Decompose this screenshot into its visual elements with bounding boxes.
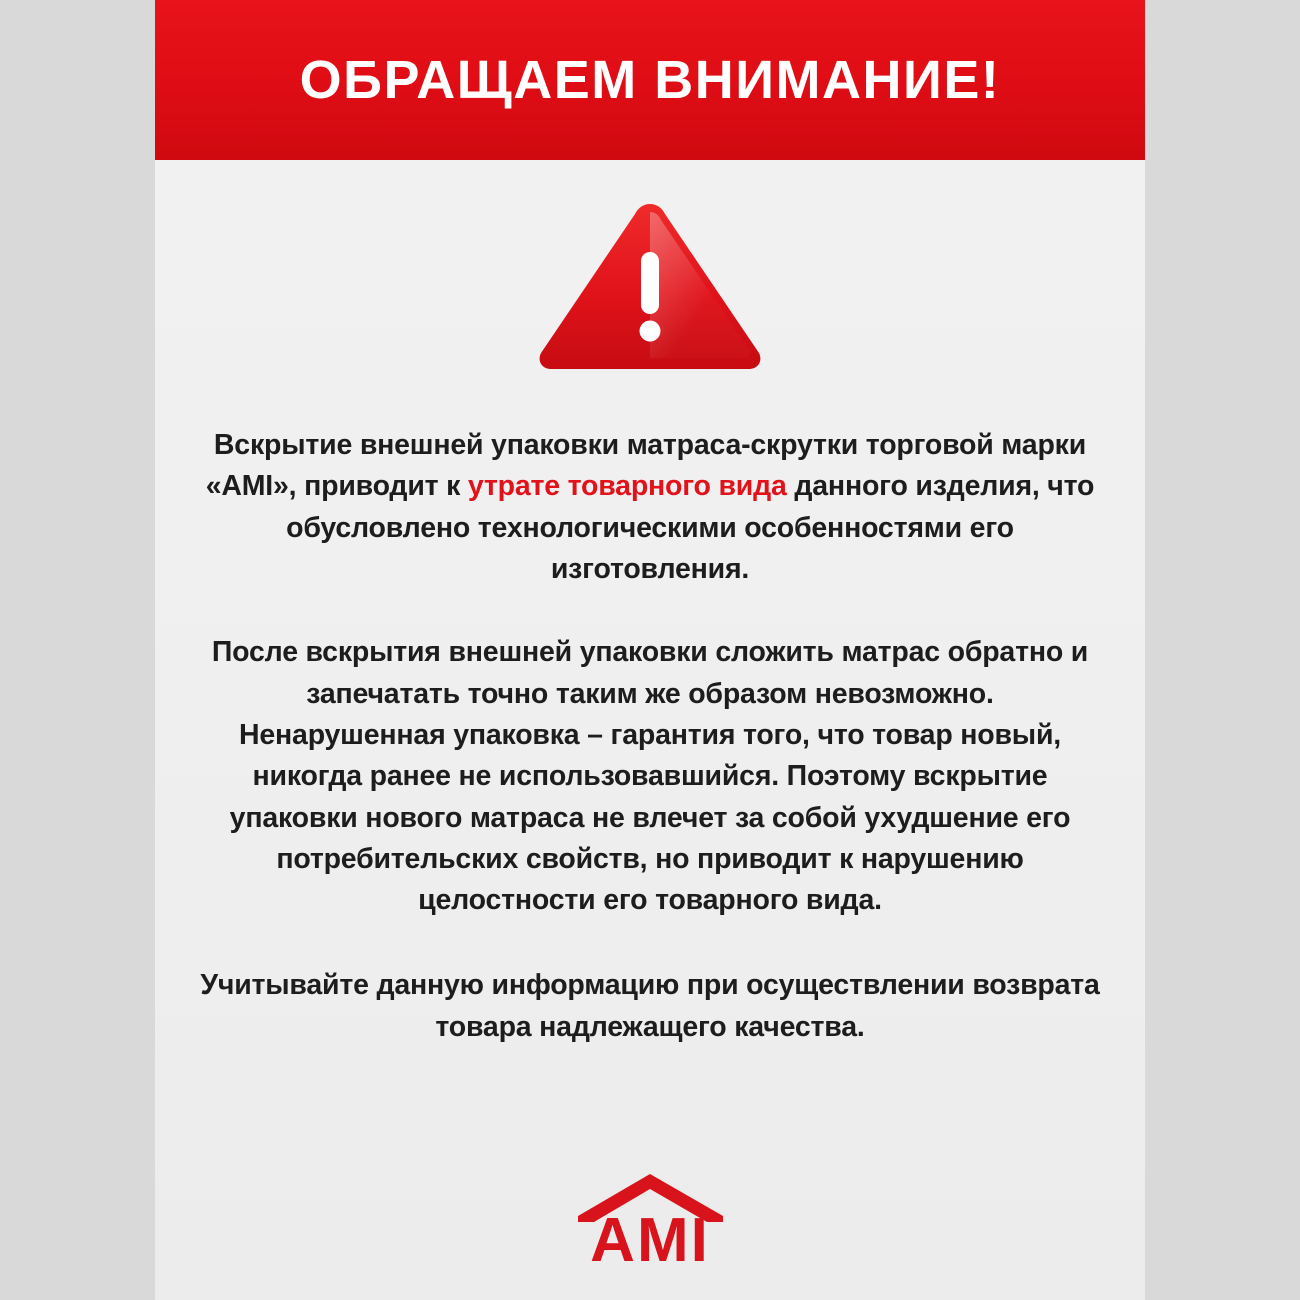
paragraph-1: [200, 425, 1100, 590]
brand-logo: [155, 1172, 1145, 1275]
paragraph-1-highlight: утрате товарного вида: [467, 470, 787, 503]
poster-sheet: [155, 0, 1145, 1300]
logo-graphic: [555, 1172, 745, 1275]
paragraph-2: После вскрытия внешней упаковки сложить матрас обратно и запечатать точно таким же образом невозможно. Ненарушенная упаковка – гарантия того, что товар новый, никогда ранее не использовавшийся. Поэтому вскрытие упаковки нового матраса не влечет за собой ухудшение его потребительских свойств, но приводит к нарушению целостности его товарного вида.: [211, 636, 1089, 917]
attention-banner: [155, 0, 1145, 160]
paragraph-1-text-a: Вскрытие внешней упаковки матраса-скрутки торговой марки «AMI», приводит к: [205, 429, 1087, 503]
paragraph-3: Учитывайте данную информацию при осуществлении возврата товара надлежащего качества.: [200, 969, 1100, 1043]
warning-triangle-icon: [535, 198, 765, 378]
paragraph-1-text-b: данного изделия, что обусловлено технологическими особенностями его изготовления.: [286, 470, 1095, 585]
poster-body: [200, 425, 1100, 1048]
banner-title: ОБРАЩАЕМ ВНИМАНИЕ!: [299, 50, 1001, 110]
logo-text: AMI: [590, 1206, 710, 1275]
warning-icon-area: [155, 198, 1145, 378]
